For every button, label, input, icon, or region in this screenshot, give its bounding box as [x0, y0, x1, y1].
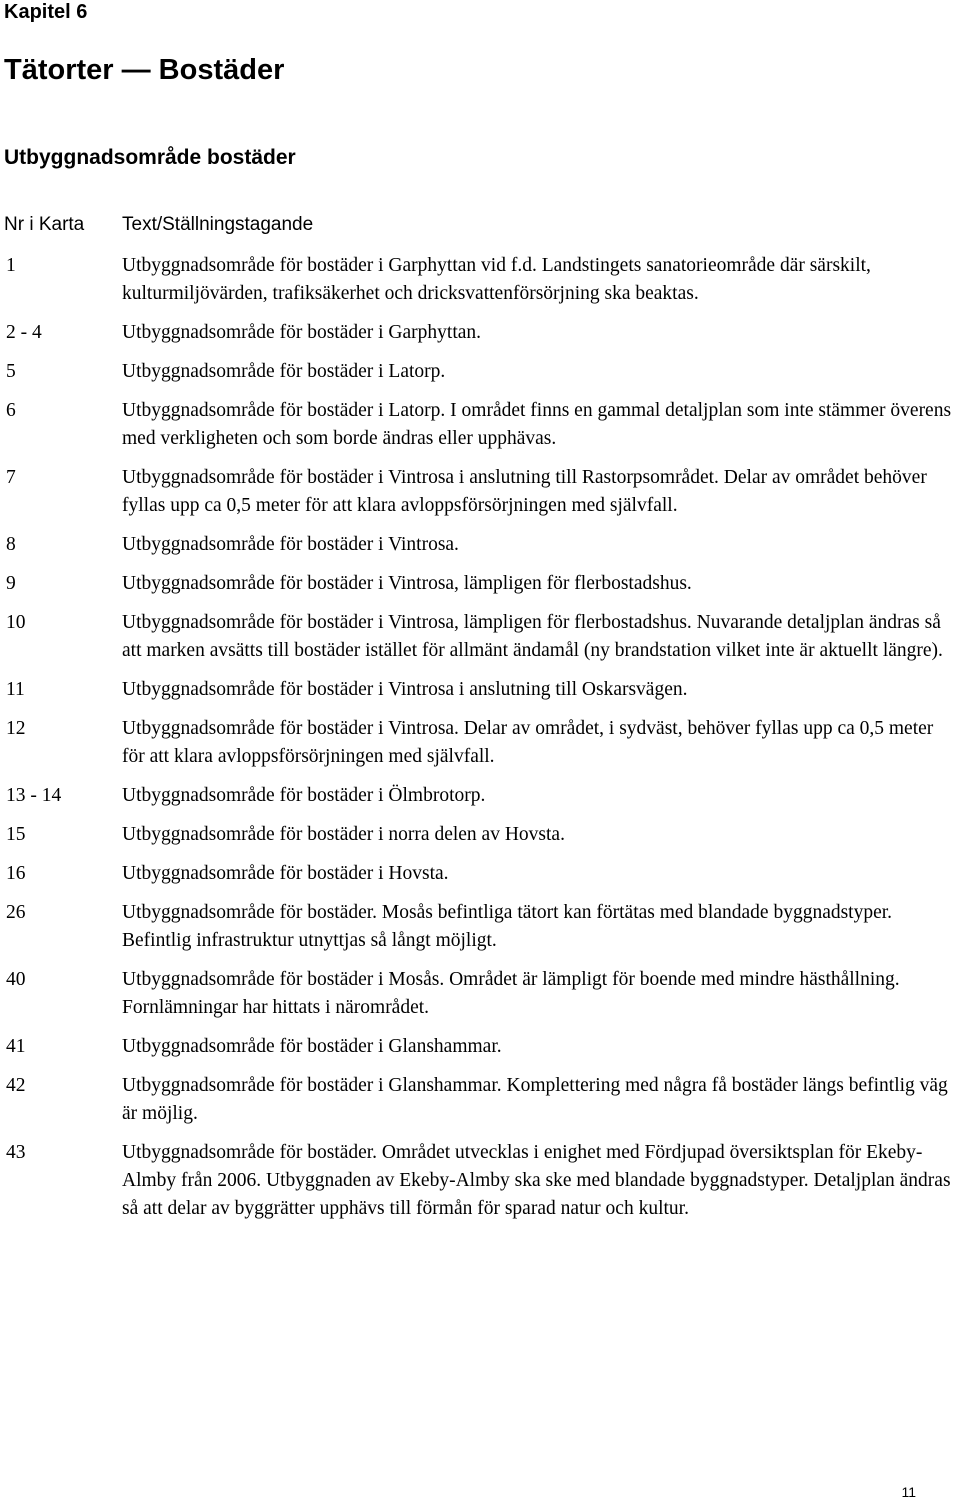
table-row [0, 966, 960, 1022]
column-header-nr: Nr i Karta [4, 214, 85, 235]
table-row [0, 252, 960, 308]
table-row [0, 358, 960, 386]
map-number: 15 [6, 824, 26, 845]
table-row [0, 609, 960, 665]
map-number: 7 [6, 467, 16, 488]
statement-text: Utbyggnadsområde för bostäder i Garphyttan. [122, 322, 482, 343]
statement-text: Utbyggnadsområde för bostäder i Vintrosa i anslutning till Rastorpsområdet. Delar av området behöver fyllas upp ca 0,5 meter för att klara avloppsförsörjningen med självfall. [122, 467, 927, 516]
table-row [0, 676, 960, 704]
table-row [0, 715, 960, 771]
map-number: 42 [6, 1075, 26, 1096]
map-number: 12 [6, 718, 26, 739]
map-number: 43 [6, 1142, 26, 1163]
statement-text: Utbyggnadsområde för bostäder i Ölmbrotorp. [122, 785, 486, 806]
map-number: 1 [6, 255, 16, 276]
statement-text: Utbyggnadsområde för bostäder i Vintrosa i anslutning till Oskarsvägen. [122, 679, 688, 700]
map-number: 9 [6, 573, 16, 594]
map-number: 26 [6, 902, 26, 923]
table-row [0, 319, 960, 347]
statement-text: Utbyggnadsområde för bostäder i norra delen av Hovsta. [122, 824, 565, 845]
map-number: 40 [6, 969, 26, 990]
section-heading: Utbyggnadsområde bostäder [4, 146, 296, 169]
table-row [0, 899, 960, 955]
statement-text: Utbyggnadsområde för bostäder i Glanshammar. [122, 1036, 502, 1057]
chapter-label: Kapitel 6 [4, 1, 88, 23]
map-number: 2 - 4 [6, 322, 42, 343]
statement-text: Utbyggnadsområde för bostäder i Hovsta. [122, 863, 449, 884]
table-row [0, 1072, 960, 1128]
page-number: 11 [901, 1484, 916, 1500]
statement-text: Utbyggnadsområde för bostäder i Glanshammar. Komplettering med några få bostäder längs befintlig väg är möjlig. [122, 1075, 948, 1124]
statement-text: Utbyggnadsområde för bostäder i Latorp. [122, 361, 446, 382]
statement-text: Utbyggnadsområde för bostäder i Vintrosa, lämpligen för flerbostadshus. Nuvarande detaljplan ändras så att marken avsätts till bostäder istället för allmänt ändamål (ny brandstation vilket inte är aktuellt längre). [122, 612, 943, 661]
table-row [0, 570, 960, 598]
table-row [0, 782, 960, 810]
statement-text: Utbyggnadsområde för bostäder i Latorp. I området finns en gammal detaljplan som inte stämmer överens med verkligheten och som borde ändras eller upphävas. [122, 400, 952, 449]
table-row [0, 821, 960, 849]
map-number: 6 [6, 400, 16, 421]
statement-text: Utbyggnadsområde för bostäder i Vintrosa. [122, 534, 459, 555]
map-number: 5 [6, 361, 16, 382]
column-header-text: Text/Ställningstagande [122, 214, 314, 235]
entries-list [0, 252, 960, 1234]
map-number: 13 - 14 [6, 785, 62, 806]
statement-text: Utbyggnadsområde för bostäder i Vintrosa, lämpligen för flerbostadshus. [122, 573, 692, 594]
map-number: 11 [6, 679, 25, 700]
table-row [0, 1033, 960, 1061]
statement-text: Utbyggnadsområde för bostäder. Området utvecklas i enighet med Fördjupad översiktsplan för Ekeby-Almby från 2006. Utbyggnaden av Ekeby-Almby ska ske med blandade byggnadstyper. Detaljplan ändras så att delar av byggrätter upphävs till förmån för sparad natur och kultur. [122, 1142, 951, 1219]
page-title: Tätorter — Bostäder [4, 54, 285, 86]
table-row [0, 1139, 960, 1223]
map-number: 10 [6, 612, 26, 633]
table-row [0, 531, 960, 559]
table-row [0, 860, 960, 888]
map-number: 8 [6, 534, 16, 555]
map-number: 16 [6, 863, 26, 884]
table-row [0, 397, 960, 453]
map-number: 41 [6, 1036, 26, 1057]
statement-text: Utbyggnadsområde för bostäder i Mosås. Området är lämpligt för boende med mindre hästhållning. Fornlämningar har hittats i närområdet. [122, 969, 900, 1018]
statement-text: Utbyggnadsområde för bostäder i Vintrosa. Delar av området, i sydväst, behöver fyllas upp ca 0,5 meter för att klara avloppsförsörjningen med självfall. [122, 718, 934, 767]
table-row [0, 464, 960, 520]
statement-text: Utbyggnadsområde för bostäder. Mosås befintliga tätort kan förtätas med blandade byggnadstyper. Befintlig infrastruktur utnyttjas så långt möjligt. [122, 902, 893, 951]
statement-text: Utbyggnadsområde för bostäder i Garphyttan vid f.d. Landstingets sanatorieområde där särskilt, kulturmiljövärden, trafiksäkerhet och dricksvattenförsörjning ska beaktas. [122, 255, 871, 304]
